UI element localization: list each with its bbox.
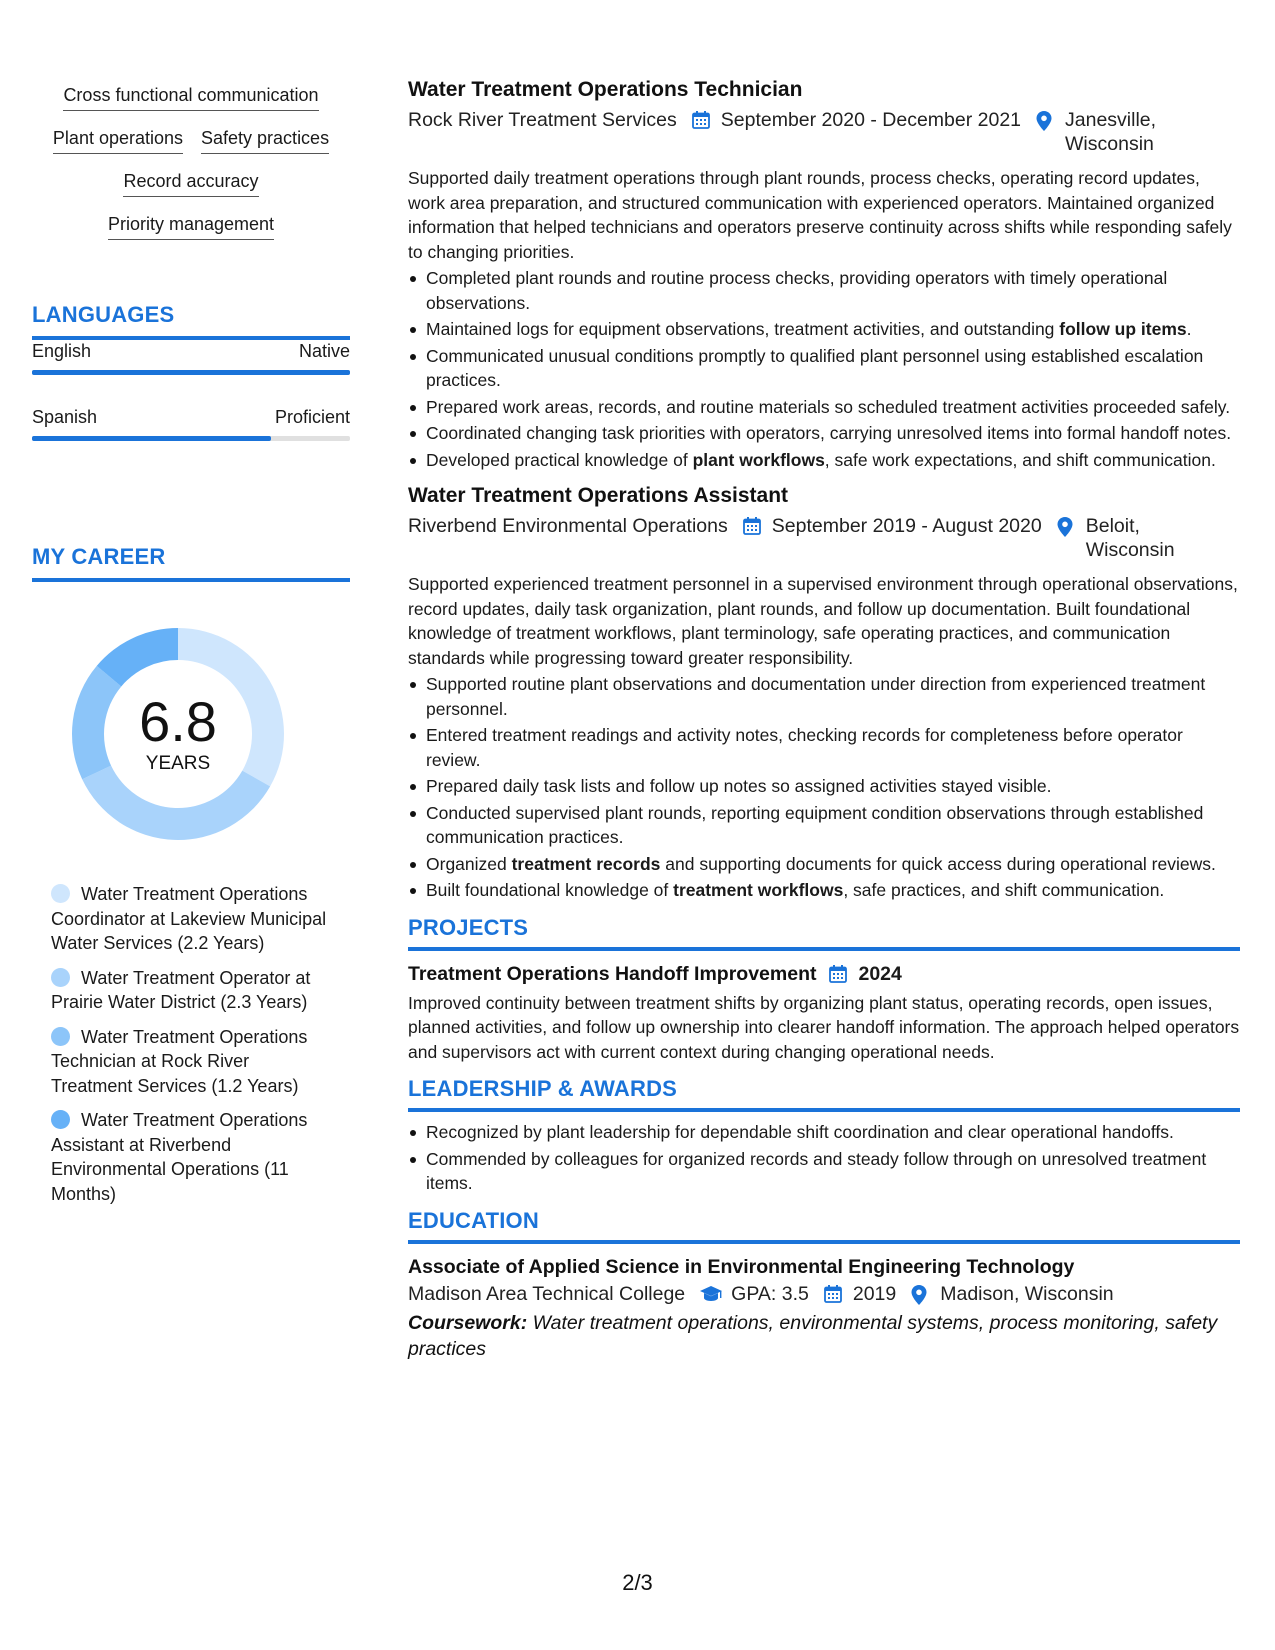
career-donut-center bbox=[66, 622, 290, 846]
project-year: 2024 bbox=[858, 962, 902, 985]
leadership-title: LEADERSHIP & AWARDS bbox=[408, 1076, 678, 1101]
page-number: 2/3 bbox=[622, 1570, 653, 1595]
project-header bbox=[408, 961, 1240, 987]
career-total-value: 6.8 bbox=[139, 690, 217, 753]
job-meta bbox=[408, 514, 1240, 562]
career-legend-label: Water Treatment Operations Technician at Rock River Treatment Services (1.2 Years) bbox=[51, 1026, 308, 1096]
job-meta bbox=[408, 108, 1240, 156]
coursework-label: Coursework: bbox=[408, 1311, 528, 1334]
job-bullets bbox=[408, 672, 1240, 903]
job-title: Water Treatment Operations Assistant bbox=[408, 484, 789, 507]
career-legend-label: Water Treatment Operations Coordinator at Lakeview Municipal Water Services (2.2 Years) bbox=[51, 884, 327, 953]
calendar-icon bbox=[691, 108, 713, 132]
section-divider bbox=[32, 578, 350, 582]
education-title: EDUCATION bbox=[408, 1207, 539, 1233]
job-bullet: Developed practical knowledge of plant workflows, safe work expectations, and shift communication. bbox=[408, 448, 1240, 473]
language-level: Native bbox=[298, 341, 350, 361]
education-gpa: GPA: 3.5 bbox=[731, 1282, 809, 1305]
section-divider bbox=[408, 1240, 1240, 1244]
career-legend-label: Water Treatment Operator at Prairie Water District (2.3 Years) bbox=[51, 967, 311, 1012]
language-proficiency-bar bbox=[32, 436, 350, 441]
education-degree: Associate of Applied Science in Environmental Engineering Technology bbox=[408, 1255, 1075, 1278]
language-item-english bbox=[32, 340, 350, 375]
job-description: Supported daily treatment operations through plant rounds, process checks, operating record updates, work area preparation, and structured communication with experienced operators. Maintained organized information that helped technicians and operators preserve continuity across shifts while responding safely to changing priorities. bbox=[408, 168, 1232, 262]
coursework-list: Water treatment operations, environmental systems, process monitoring, safety practices bbox=[408, 1311, 1218, 1360]
job-bullet: Entered treatment readings and activity notes, checking records for completeness before operator review. bbox=[408, 723, 1240, 772]
career-title: MY CAREER bbox=[32, 544, 166, 569]
career-total-unit: YEARS bbox=[145, 753, 211, 774]
job-bullet: Coordinated changing task priorities with operators, carrying unresolved items into formal handoff notes. bbox=[408, 421, 1240, 446]
job-location bbox=[1065, 108, 1156, 156]
languages-section-header bbox=[32, 302, 350, 340]
job-location-line: Beloit, bbox=[1085, 515, 1140, 537]
projects-title: PROJECTS bbox=[408, 914, 529, 940]
job-company: Rock River Treatment Services bbox=[408, 109, 677, 131]
job-bullet: Prepared work areas, records, and routine materials so scheduled treatment activities proceeded safely. bbox=[408, 395, 1240, 420]
job-entry bbox=[408, 482, 1240, 903]
legend-dot bbox=[51, 1110, 70, 1129]
education-meta bbox=[408, 1282, 1240, 1306]
location-pin-icon bbox=[910, 1282, 932, 1306]
job-location-line: Wisconsin bbox=[1065, 133, 1154, 155]
education-coursework bbox=[408, 1310, 1240, 1362]
skill-tag: Plant operations bbox=[53, 127, 183, 154]
language-level: Proficient bbox=[274, 407, 350, 427]
education-section bbox=[408, 1208, 1240, 1362]
education-year: 2019 bbox=[852, 1282, 897, 1305]
job-bullet: Organized treatment records and supporting documents for quick access during operational reviews. bbox=[408, 852, 1240, 877]
career-legend bbox=[51, 882, 331, 1216]
project-description: Improved continuity between treatment shifts by organizing plant status, operating records, open issues, planned activities, and follow up ownership into clearer handoff information. The approach helped operators and supervisors act with current context during changing operational needs. bbox=[408, 992, 1240, 1062]
job-bullet: Maintained logs for equipment observations, treatment activities, and outstanding follow up items. bbox=[408, 317, 1240, 342]
job-entry bbox=[408, 76, 1240, 472]
job-bullet: Built foundational knowledge of treatment workflows, safe practices, and shift communication. bbox=[408, 878, 1240, 903]
job-location bbox=[1086, 514, 1175, 562]
legend-dot bbox=[51, 968, 70, 987]
skill-tag: Cross functional communication bbox=[63, 84, 318, 111]
job-bullet: Prepared daily task lists and follow up notes so assigned activities stayed visible. bbox=[408, 774, 1240, 799]
leadership-bullets bbox=[408, 1120, 1240, 1196]
job-location-line: Wisconsin bbox=[1085, 539, 1175, 561]
languages-title: LANGUAGES bbox=[32, 302, 175, 327]
career-legend-item bbox=[51, 1108, 331, 1206]
skill-tag: Record accuracy bbox=[123, 170, 258, 197]
job-bullet: Communicated unusual conditions promptly to qualified plant personnel using established escalation practices. bbox=[408, 344, 1240, 393]
location-pin-icon bbox=[1056, 514, 1078, 538]
career-legend-item bbox=[51, 1025, 331, 1099]
skills-row bbox=[32, 84, 350, 111]
language-proficiency-bar bbox=[32, 370, 350, 375]
skills-row bbox=[32, 213, 350, 240]
education-school: Madison Area Technical College bbox=[408, 1282, 686, 1305]
legend-dot bbox=[51, 1027, 70, 1046]
skills-list bbox=[32, 84, 350, 240]
project-name: Treatment Operations Handoff Improvement bbox=[408, 962, 817, 985]
language-proficiency-fill bbox=[32, 370, 350, 375]
language-name: English bbox=[32, 341, 92, 361]
leadership-bullet: Commended by colleagues for organized records and steady follow through on unresolved treatment items. bbox=[408, 1147, 1240, 1196]
calendar-icon bbox=[823, 1282, 845, 1306]
section-divider bbox=[408, 1108, 1240, 1112]
job-description: Supported experienced treatment personnel in a supervised environment through operational observations, record updates, daily task organization, plant rounds, and follow up documentation. Built foundational knowledge of treatment workflows, plant terminology, safe operating practices, and communication standards while progressing toward greater responsibility. bbox=[408, 574, 1238, 668]
job-title: Water Treatment Operations Technician bbox=[408, 78, 803, 101]
language-proficiency-fill bbox=[32, 436, 271, 441]
projects-section bbox=[408, 915, 1240, 1065]
career-legend-item bbox=[51, 882, 331, 956]
section-divider bbox=[408, 947, 1240, 951]
career-legend-label: Water Treatment Operations Assistant at Riverbend Environmental Operations (11 Months) bbox=[51, 1110, 308, 1204]
career-section-header bbox=[32, 544, 350, 582]
calendar-icon bbox=[828, 962, 850, 986]
job-bullets bbox=[408, 266, 1240, 472]
skills-row bbox=[32, 127, 350, 154]
job-location-line: Janesville, bbox=[1065, 109, 1157, 131]
skill-tag: Priority management bbox=[108, 213, 274, 240]
leadership-section bbox=[408, 1076, 1240, 1196]
job-dates: September 2019 - August 2020 bbox=[771, 515, 1042, 537]
location-pin-icon bbox=[1035, 108, 1057, 132]
job-bullet: Completed plant rounds and routine process checks, providing operators with timely operational observations. bbox=[408, 266, 1240, 315]
legend-dot bbox=[51, 884, 70, 903]
job-dates: September 2020 - December 2021 bbox=[720, 109, 1022, 131]
left-column bbox=[32, 84, 350, 1204]
job-bullet: Conducted supervised plant rounds, reporting equipment condition observations through established communication practices. bbox=[408, 801, 1240, 850]
calendar-icon bbox=[742, 514, 764, 538]
education-location: Madison, Wisconsin bbox=[940, 1282, 1114, 1305]
skills-row bbox=[32, 170, 350, 197]
language-item-spanish bbox=[32, 406, 350, 441]
graduation-cap-icon bbox=[699, 1282, 723, 1306]
skill-tag: Safety practices bbox=[201, 127, 329, 154]
job-bullet: Supported routine plant observations and documentation under direction from experienced treatment personnel. bbox=[408, 672, 1240, 721]
career-legend-item bbox=[51, 966, 331, 1015]
job-company: Riverbend Environmental Operations bbox=[408, 515, 728, 537]
right-column bbox=[408, 76, 1240, 1362]
language-name: Spanish bbox=[32, 407, 98, 427]
leadership-bullet: Recognized by plant leadership for dependable shift coordination and clear operational handoffs. bbox=[408, 1120, 1240, 1145]
